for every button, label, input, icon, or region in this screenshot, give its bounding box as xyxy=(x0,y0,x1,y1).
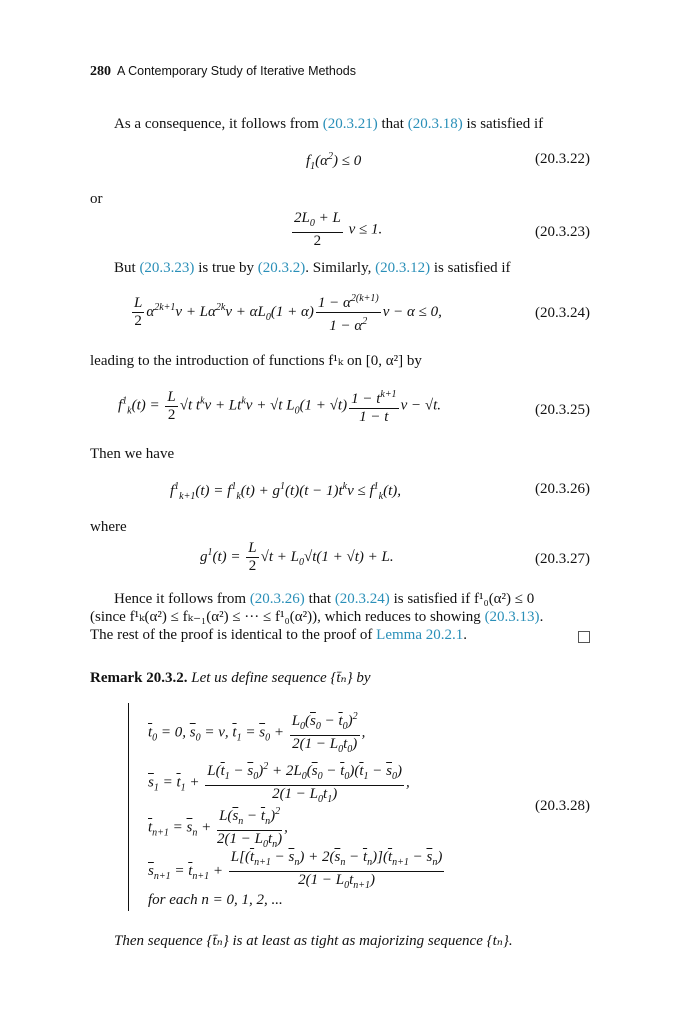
running-header xyxy=(90,64,356,80)
system-foreach: for each n = 0, 1, 2, ... xyxy=(148,892,283,908)
running-title: A Contemporary Study of Iterative Methods xyxy=(117,64,357,78)
ref-link[interactable]: (20.3.23) xyxy=(139,260,195,276)
remark-title: Remark 20.3.2. xyxy=(90,670,188,686)
eq-label: (20.3.23) xyxy=(535,224,590,240)
equation-20-3-27: $g^1(t)$ = $\frac{L}{2}$ $√t + L_0√t(1 + √t) + L$. xyxy=(200,540,394,574)
system-row-1: $\overline{t}_0 = 0$, $\overline{s}_0 = \nu$, $\overline{t}_1 = \overline{s}_0$ + $\frac{L_0(\overline{s}_0 - \overline{t}_0)^2}{2(1 - L_0\overline{t}_0)}$ , xyxy=(148,708,365,758)
eq-label: (20.3.24) xyxy=(535,305,590,321)
eq-label: (20.3.28) xyxy=(535,798,590,814)
connector-or: or xyxy=(90,191,103,207)
eq-label: (20.3.25) xyxy=(535,402,590,418)
equation-20-3-26: $f^1_{k+1}(t) = f^1_k(t) + g^1(t)(t - 1)t^k\nu \le f^1_k(t)$, xyxy=(170,481,402,502)
closing-sentence: Then sequence {t̄ₙ} is at least as tight as majorizing sequence {tₙ}. xyxy=(114,933,513,949)
equation-20-3-23: $\frac{2L_0 + L}{2}$ ν ≤ 1. xyxy=(294,210,383,249)
ref-link[interactable]: Lemma 20.2.1 xyxy=(376,627,464,643)
equation-20-3-22: $f_1(\alpha^2) \le 0$ xyxy=(306,151,362,172)
paragraph-4: Then we have xyxy=(90,446,175,462)
eq-label: (20.3.26) xyxy=(535,481,590,497)
qed-box xyxy=(578,630,590,648)
remark-20-3-2 xyxy=(90,669,371,687)
ref-link[interactable]: (20.3.18) xyxy=(407,116,463,132)
ref-link[interactable]: (20.3.2) xyxy=(257,260,306,276)
eq-label: (20.3.22) xyxy=(535,151,590,167)
ref-link[interactable]: (20.3.21) xyxy=(322,116,378,132)
ref-link[interactable]: (20.3.13) xyxy=(484,609,540,625)
paragraph-5: where xyxy=(90,519,127,535)
paragraph-3: leading to the introduction of functions f¹ₖ on [0, α²] by xyxy=(90,353,422,369)
paragraph-2: But (20.3.23) is true by (20.3.2). Similarly, (20.3.12) is satisfied if xyxy=(114,260,511,276)
ref-link[interactable]: (20.3.12) xyxy=(375,260,431,276)
eq-label: (20.3.27) xyxy=(535,551,590,567)
equation-20-3-24: $\frac{L}{2}$ $\alpha^{2k+1}\nu + L\alpha^{2k}\nu + \alpha L_0(1 + \alpha)$ $\frac{1 - \alpha^{2(k+1)}}{1 - \alpha^2}$ ν − α ≤ 0, xyxy=(130,290,442,335)
paragraph-6: Hence it follows from (20.3.26) that (20.3.24) is satisfied if f¹₀(α²) ≤ 0 (since f¹ₖ(α²) ≤ fₖ₋₁(α²) ≤ ··· ≤ f¹₀(α²)), which reduces to showing (20.3.13). The rest of the proof is identical to the proof of Lemma 20.2.1. xyxy=(90,591,544,643)
ref-link[interactable]: (20.3.26) xyxy=(249,591,305,607)
system-row-2: $\overline{s}_1 = \overline{t}_1$ + $\frac{L(\overline{t}_1 - \overline{s}_0)^2 + 2L_0(\overline{s}_0 - \overline{t}_0)(\overline{t}_1 - \overline{s}_0)}{2(1 - L_0\overline{t}_1)}$ , xyxy=(148,758,410,808)
equation-20-3-25: $f^1_k(t)$ = $\frac{L}{2}$ √t $t^k\nu + Lt^k\nu + √t$ $L_0(1 + √t)$ $\frac{1 - t^{k+1}}{1 - t}$ ν − √t. xyxy=(118,386,441,426)
paragraph-1: As a consequence, it follows from (20.3.21) that (20.3.18) is satisfied if xyxy=(114,116,544,132)
remark-text: Let us define sequence {t̄ₙ} by xyxy=(191,670,371,686)
system-row-4: $\overline{s}_{n+1} = \overline{t}_{n+1}$ + $\frac{L[(\overline{t}_{n+1} - \overline{s}_n) + 2(\overline{s}_n - \overline{t}_n)](\overline{t}_{n+1} - \overline{s}_n)}{2(1 - L_0\overline{t}_{n+1})}$ xyxy=(148,849,443,891)
system-brace xyxy=(128,703,137,911)
ref-link[interactable]: (20.3.24) xyxy=(334,591,390,607)
system-row-3: $\overline{t}_{n+1} = \overline{s}_n$ + $\frac{L(\overline{s}_n - \overline{t}_n)^2}{2(1 - L_0\overline{t}_n)}$ , xyxy=(148,803,288,853)
page-number: 280 xyxy=(90,64,111,79)
